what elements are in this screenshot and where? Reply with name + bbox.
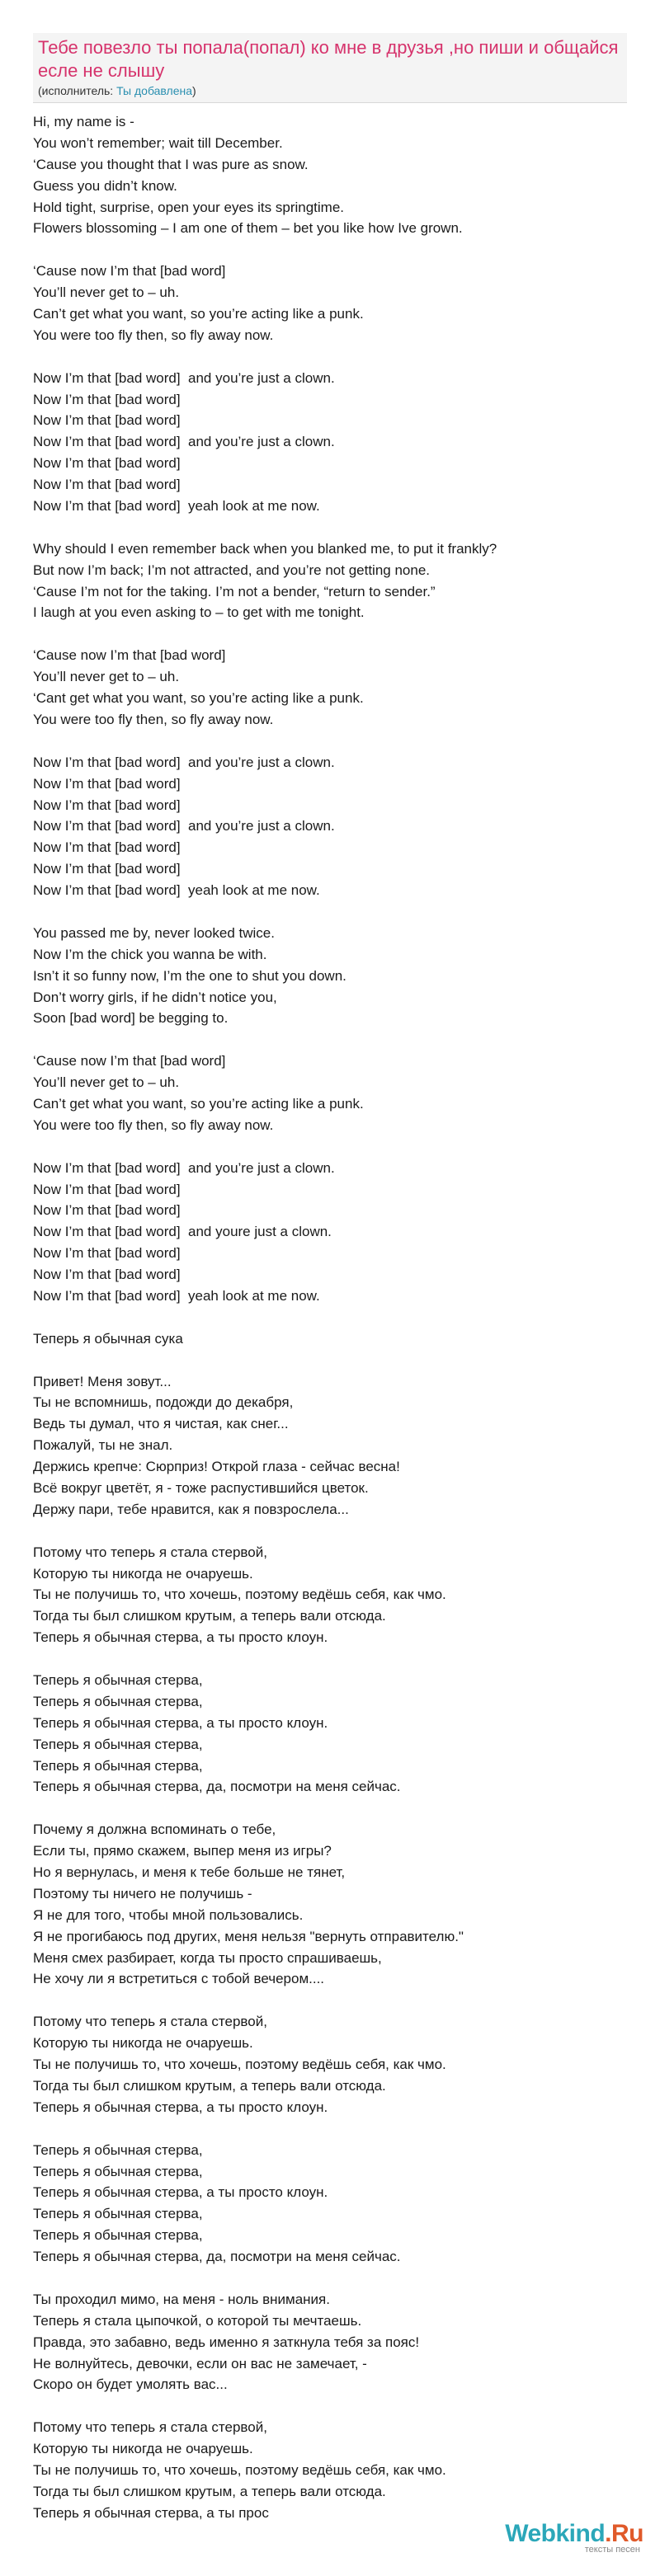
artist-link[interactable]: Ты добавлена xyxy=(116,84,193,97)
song-header xyxy=(33,33,627,103)
lyric-line: Всё вокруг цветёт, я - тоже распустившийся цветок. xyxy=(33,1480,369,1496)
lyric-line: Теперь я обычная стерва, xyxy=(33,2141,203,2158)
lyric-line: Правда, это забавно, ведь именно я заткнула тебя за пояс! xyxy=(33,2334,420,2350)
lyric-line: Now I’m that [bad word] and you’re just a clown. xyxy=(33,754,335,770)
stanza-break xyxy=(33,1350,627,1371)
lyric-line: Теперь я обычная стерва, xyxy=(33,1757,203,1774)
lyric-line: Now I’m that [bad word] and you’re just a clown. xyxy=(33,1159,335,1176)
byline-prefix: (исполнитель: xyxy=(38,84,117,97)
logo-name: Webkind xyxy=(505,2520,606,2547)
lyric-line: Now I’m that [bad word] and you’re just a clown. xyxy=(33,818,335,834)
stanza-break xyxy=(33,1307,627,1328)
lyric-line: Привет! Меня зовут... xyxy=(33,1373,172,1389)
stanza-break xyxy=(33,1521,627,1542)
lyric-line: Теперь я обычная стерва, да, посмотри на меня сейчас. xyxy=(33,2249,401,2265)
lyric-line: You were too fly then, so fly away now. xyxy=(33,1116,274,1133)
stanza-break xyxy=(33,517,627,538)
lyric-line: You were too fly then, so fly away now. xyxy=(33,711,274,727)
lyric-line: You won’t remember; wait till December. xyxy=(33,134,283,151)
lyric-line: Now I’m that [bad word] and you’re just a clown. xyxy=(33,369,335,386)
lyric-line: Now I’m that [bad word] xyxy=(33,1245,181,1262)
byline-suffix: ) xyxy=(192,84,196,97)
lyric-line: Теперь я обычная стерва, xyxy=(33,2163,203,2179)
lyric-line: Ты не вспомнишь, подожди до декабря, xyxy=(33,1394,294,1411)
lyric-line: Now I’m that [bad word] xyxy=(33,861,181,877)
stanza-break xyxy=(33,623,627,645)
stanza-break xyxy=(33,1136,627,1158)
lyric-line: Пожалуй, ты не знал. xyxy=(33,1437,173,1454)
lyric-line: Now I’m that [bad word] xyxy=(33,1181,181,1197)
lyric-line: Now I’m that [bad word] xyxy=(33,839,181,856)
lyric-line: Но я вернулась, и меня к тебе больше не тянет, xyxy=(33,1864,346,1881)
lyric-line: Тогда ты был слишком крутым, а теперь вали отсюда. xyxy=(33,2077,386,2094)
lyric-line: ‘Cause now I’m that [bad word] xyxy=(33,1053,226,1069)
lyric-line: ‘Cant get what you want, so you’re acting like a punk. xyxy=(33,690,364,707)
lyric-line: Теперь я обычная стерва, xyxy=(33,2227,203,2244)
lyric-line: Ты не получишь то, что хочешь, поэтому ведёшь себя, как чмо. xyxy=(33,2461,446,2478)
lyric-line: Теперь я обычная стерва, а ты прос xyxy=(33,2504,269,2521)
lyric-line: Теперь я обычная стерва, а ты просто клоун. xyxy=(33,2184,328,2201)
lyric-line: Hi, my name is - xyxy=(33,114,134,129)
lyric-line: Теперь я обычная стерва, а ты просто клоун. xyxy=(33,1629,328,1646)
lyric-line: I laugh at you even asking to – to get with me tonight. xyxy=(33,604,365,621)
lyric-line: ‘Cause I’m not for the taking. I’m not a bender, “return to sender.” xyxy=(33,583,436,599)
lyric-line: Can’t get what you want, so you’re acting like a punk. xyxy=(33,1095,364,1112)
lyric-line: You’ll never get to – uh. xyxy=(33,669,180,685)
lyric-line: Почему я должна вспоминать о тебе, xyxy=(33,1822,276,1838)
lyric-line: Now I’m that [bad word] yeah look at me now. xyxy=(33,1287,320,1304)
lyric-line: Я не для того, чтобы мной пользовались. xyxy=(33,1906,304,1923)
lyric-line: Now I’m that [bad word] and you’re just a clown. xyxy=(33,434,335,450)
lyric-line: Теперь я обычная сука xyxy=(33,1330,183,1347)
artist-byline xyxy=(33,82,627,97)
lyric-line: Поэтому ты ничего не получишь - xyxy=(33,1885,252,1901)
lyric-line: Теперь я стала цыпочкой, о которой ты мечтаешь. xyxy=(33,2312,362,2329)
lyric-line: ‘Cause now I’m that [bad word] xyxy=(33,647,226,664)
stanza-break xyxy=(33,731,627,752)
stanza-break xyxy=(33,1990,627,2011)
stanza-break xyxy=(33,346,627,368)
lyric-line: Не хочу ли я встретиться с тобой вечером.... xyxy=(33,1971,325,1987)
lyric-line: Guess you didn’t know. xyxy=(33,177,177,194)
lyric-line: You’ll never get to – uh. xyxy=(33,1074,180,1091)
lyric-line: Now I’m that [bad word] xyxy=(33,1202,181,1219)
lyric-line: ‘Cause you thought that I was pure as snow. xyxy=(33,156,309,172)
lyric-line: Теперь я обычная стерва, а ты просто клоун. xyxy=(33,1714,328,1731)
lyric-line: Теперь я обычная стерва, а ты просто клоун. xyxy=(33,2099,328,2115)
lyric-line: Now I’m that [bad word] xyxy=(33,391,181,407)
lyric-line: Now I’m that [bad word] and youre just a clown. xyxy=(33,1224,332,1240)
lyric-line: Now I’m that [bad word] xyxy=(33,775,181,792)
lyric-line: Не волнуйтесь, девочки, если он вас не замечает, - xyxy=(33,2355,367,2372)
lyric-line: Now I’m the chick you wanna be with. xyxy=(33,946,267,962)
lyric-line: Теперь я обычная стерва, xyxy=(33,1672,203,1689)
lyric-line: Тогда ты был слишком крутым, а теперь вали отсюда. xyxy=(33,2483,386,2499)
lyric-line: Держу пари, тебе нравится, как я повзрослела... xyxy=(33,1501,349,1517)
lyric-line: Flowers blossoming – I am one of them – bet you like how Ive grown. xyxy=(33,220,463,237)
lyric-line: Now I’m that [bad word] xyxy=(33,412,181,429)
lyric-line: Теперь я обычная стерва, да, посмотри на меня сейчас. xyxy=(33,1779,401,1795)
lyric-line: Держись крепче: Сюрприз! Открой глаза - сейчас весна! xyxy=(33,1459,400,1475)
lyric-line: Now I’m that [bad word] xyxy=(33,477,181,493)
lyric-line: Теперь я обычная стерва, xyxy=(33,1736,203,1752)
lyric-line: Now I’m that [bad word] yeah look at me now. xyxy=(33,498,320,515)
lyric-line: Я не прогибаюсь под других, меня нельзя "вернуть отправителю." xyxy=(33,1928,464,1944)
stanza-break xyxy=(33,901,627,923)
lyric-line: Now I’m that [bad word] xyxy=(33,1267,181,1283)
stanza-break xyxy=(33,2268,627,2289)
lyric-line: Потому что теперь я стала стервой, xyxy=(33,2419,267,2436)
lyric-line: Ведь ты думал, что я чистая, как снег... xyxy=(33,1416,289,1432)
lyric-line: Которую ты никогда не очаруешь. xyxy=(33,2035,253,2052)
lyric-line: Которую ты никогда не очаруешь. xyxy=(33,2441,253,2457)
lyric-line: Меня смех разбирает, когда ты просто спрашиваешь, xyxy=(33,1949,382,1966)
stanza-break xyxy=(33,1648,627,1670)
lyric-line: Скоро он будет умолять вас... xyxy=(33,2376,228,2393)
lyric-line: Isn’t it so funny now, I’m the one to shut you down. xyxy=(33,967,346,984)
lyric-line: Now I’m that [bad word] yeah look at me now. xyxy=(33,882,320,899)
lyric-line: Потому что теперь я стала стервой, xyxy=(33,2014,267,2030)
lyric-line: Now I’m that [bad word] xyxy=(33,455,181,472)
stanza-break xyxy=(33,1798,627,1819)
lyric-line: Если ты, прямо скажем, выпер меня из игры? xyxy=(33,1843,332,1859)
lyric-line: You’ll never get to – uh. xyxy=(33,284,180,301)
lyric-line: ‘Cause now I’m that [bad word] xyxy=(33,263,226,280)
lyric-line: Тогда ты был слишком крутым, а теперь вали отсюда. xyxy=(33,1608,386,1624)
lyric-line: Которую ты никогда не очаруешь. xyxy=(33,1565,253,1582)
lyric-line: Now I’m that [bad word] xyxy=(33,797,181,813)
stanza-break xyxy=(33,239,627,261)
stanza-break xyxy=(33,1029,627,1051)
lyric-line: Hold tight, surprise, open your eyes its springtime. xyxy=(33,199,345,215)
lyric-line: Потому что теперь я стала стервой, xyxy=(33,1544,267,1560)
lyric-line: But now I’m back; I’m not attracted, and you’re not getting none. xyxy=(33,562,430,578)
lyric-line: Теперь я обычная стерва, xyxy=(33,1693,203,1709)
lyric-line: Ты не получишь то, что хочешь, поэтому ведёшь себя, как чмо. xyxy=(33,1586,446,1603)
site-logo[interactable] xyxy=(505,2520,644,2555)
lyric-line: Don’t worry girls, if he didn’t notice you, xyxy=(33,989,277,1005)
lyric-line: You were too fly then, so fly away now. xyxy=(33,327,274,343)
logo-wordmark xyxy=(505,2520,644,2548)
lyric-line: Теперь я обычная стерва, xyxy=(33,2206,203,2222)
lyric-line: Soon [bad word] be begging to. xyxy=(33,1010,229,1027)
logo-tld: .Ru xyxy=(605,2520,644,2547)
stanza-break xyxy=(33,2395,627,2417)
lyric-line: Ты проходил мимо, на меня - ноль внимания. xyxy=(33,2291,330,2307)
lyric-line: You passed me by, never looked twice. xyxy=(33,924,275,941)
lyric-line: Ты не получишь то, что хочешь, поэтому ведёшь себя, как чмо. xyxy=(33,2057,446,2073)
lyrics-body xyxy=(33,111,627,2524)
lyric-line: Can’t get what you want, so you’re acting like a punk. xyxy=(33,306,364,322)
logo-tagline: тексты песен xyxy=(584,2545,640,2555)
stanza-break xyxy=(33,2118,627,2140)
song-title: Тебе повезло ты попала(попал) ко мне в друзья ,но пиши и общайся есле не слышу xyxy=(38,37,619,81)
lyric-line: Why should I even remember back when you blanked me, to put it frankly? xyxy=(33,540,497,557)
